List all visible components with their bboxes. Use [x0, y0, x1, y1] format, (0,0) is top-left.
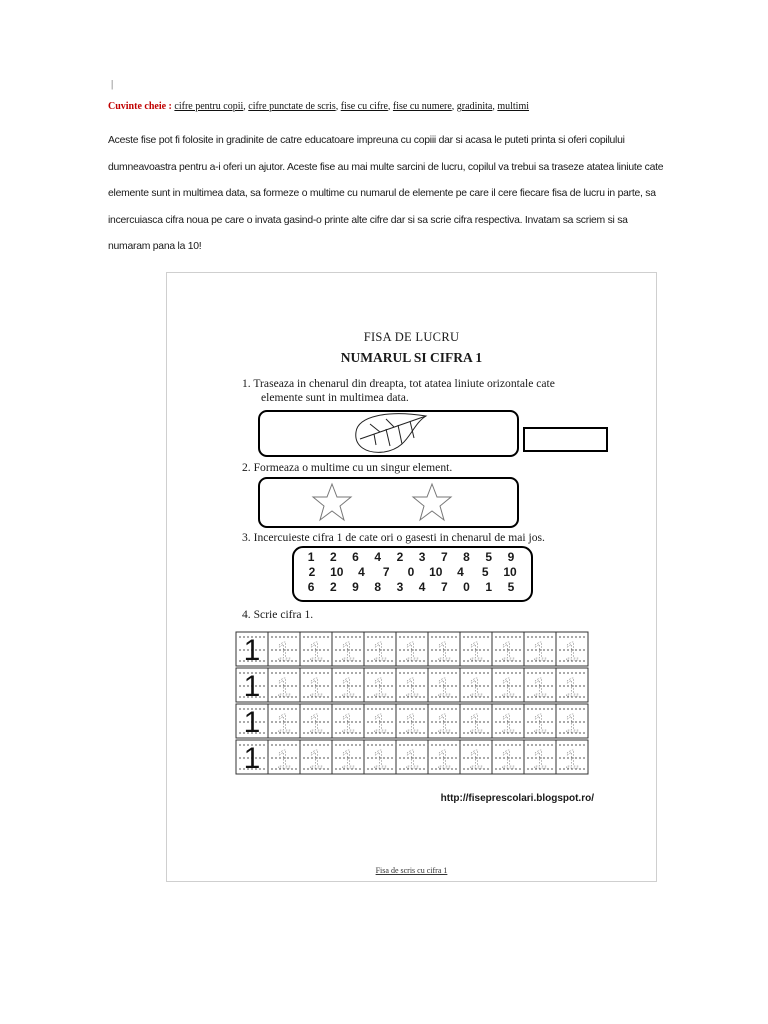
number-grid: [300, 550, 522, 595]
number-cell: 2: [396, 550, 404, 564]
number-cell: 2: [329, 580, 337, 594]
dotted-digit: 1: [276, 708, 292, 738]
number-cell: 6: [352, 550, 359, 564]
worksheet-subtitle: NUMARUL SI CIFRA 1: [340, 350, 483, 365]
task-4: 4. Scrie cifra 1.: [242, 608, 314, 621]
number-cell: 4: [358, 565, 365, 579]
dotted-digit: 1: [372, 708, 388, 738]
worksheet-image: [166, 272, 657, 882]
dotted-digit: 1: [404, 744, 420, 774]
intro-paragraph: Aceste fise pot fi folosite in gradinite de catre educatoare impreuna cu copiii dar si acasa le puteti printa si oferi copilului dumneavoastra pentru a-i oferi un ajutor. Aceste fise au mai multe sarcini de lucru, copilul va trebui sa traseze atatea liniute cate elemente sunt in multimea data, sa formeze o multime cu numarul de elemente pe care il cere fiecare fisa de lucru in parte, sa incercuiasca cifra noua pe care o invata gasind-o printe alte cifre dar si sa scrie cifra respectiva. Invatam sa scriem si sa numaram pana la 10!: [108, 135, 664, 252]
dotted-digit: 1: [564, 672, 580, 702]
dotted-digit: 1: [468, 744, 484, 774]
number-cell: 10: [503, 565, 517, 579]
answer-box: [523, 427, 608, 452]
tracing-grid: [167, 628, 656, 788]
star-outline-icon: [313, 484, 351, 520]
source-url: http://fiseprescolari.blogspot.ro/: [440, 793, 594, 804]
dotted-digit: 1: [276, 636, 292, 666]
leaf-icon: [356, 414, 426, 453]
set-box-stars: [258, 477, 519, 528]
text-cursor-mark: |: [111, 78, 114, 90]
dotted-digit: 1: [404, 636, 420, 666]
dotted-digit: 1: [308, 708, 324, 738]
caption-link[interactable]: Fisa de scris cu cifra 1: [375, 866, 448, 875]
dotted-digit: 1: [564, 636, 580, 666]
dotted-digit: 1: [532, 636, 548, 666]
number-cell: 5: [481, 565, 489, 579]
number-cell: 4: [374, 550, 382, 564]
dotted-digit: 1: [276, 672, 292, 702]
dotted-digit: 1: [500, 708, 516, 738]
star-outline-icon: [413, 484, 451, 520]
keyword-link[interactable]: multimi: [497, 101, 530, 112]
number-cell: 6: [307, 580, 315, 594]
number-cell: 4: [418, 580, 426, 594]
number-cell: 2: [308, 565, 316, 579]
number-cell: 9: [507, 550, 515, 564]
number-cell: 5: [485, 550, 493, 564]
number-cell: 5: [507, 580, 515, 594]
number-cell: 3: [418, 550, 426, 564]
dotted-digit: 1: [340, 708, 356, 738]
number-row: [300, 565, 522, 580]
keyword-link[interactable]: fise cu cifre: [340, 101, 388, 112]
number-cell: 0: [463, 580, 470, 594]
dotted-digit: 1: [372, 672, 388, 702]
dotted-digit: 1: [468, 708, 484, 738]
number-cell: 0: [407, 565, 415, 579]
dotted-digit: 1: [436, 672, 452, 702]
set-box-leaf: [258, 410, 519, 457]
number-cell: 7: [440, 550, 448, 564]
dotted-digit: 1: [532, 672, 548, 702]
image-caption: [167, 866, 656, 875]
dotted-digit: 1: [500, 744, 516, 774]
dotted-digit: 1: [468, 672, 484, 702]
dotted-digit: 1: [308, 672, 324, 702]
dotted-digit: 1: [468, 636, 484, 666]
dotted-digit: 1: [276, 744, 292, 774]
dotted-digit: 1: [340, 744, 356, 774]
dotted-digit: 1: [340, 636, 356, 666]
number-cell: 2: [329, 550, 337, 564]
number-cell: 9: [352, 580, 359, 594]
keyword-link[interactable]: cifre pentru copii: [174, 101, 244, 112]
model-digit: 1: [243, 706, 261, 739]
number-cell: 8: [463, 550, 470, 564]
dotted-digit: 1: [372, 636, 388, 666]
dotted-digit: 1: [564, 744, 580, 774]
dotted-digit: 1: [436, 708, 452, 738]
dotted-digit: 1: [372, 744, 388, 774]
number-cell: 3: [396, 580, 404, 594]
number-cell: 1: [307, 550, 315, 564]
number-cell: 4: [457, 565, 464, 579]
dotted-digit: 1: [340, 672, 356, 702]
dotted-digit: 1: [404, 708, 420, 738]
dotted-digit: 1: [564, 708, 580, 738]
model-digit: 1: [243, 742, 261, 775]
dotted-digit: 1: [436, 744, 452, 774]
model-digit: 1: [243, 634, 261, 667]
task-1-line-2: elemente sunt in multimea data.: [261, 391, 409, 404]
dotted-digit: 1: [436, 636, 452, 666]
number-row: [300, 550, 522, 565]
number-cell: 7: [382, 565, 390, 579]
task-1-line-1: 1. Traseaza in chenarul din dreapta, tot atatea liniute orizontale cate: [242, 377, 555, 390]
number-cell: 10: [330, 565, 344, 579]
dotted-digit: 1: [532, 744, 548, 774]
number-cell: 1: [485, 580, 493, 594]
worksheet-title: FISA DE LUCRU: [363, 330, 460, 344]
dotted-digit: 1: [532, 708, 548, 738]
keywords-line: Cuvinte cheie : cifre pentru copii, cifre punctate de scris, fise cu cifre, fise cu numere, gradinita, multimi: [108, 101, 530, 112]
keyword-link[interactable]: gradinita: [456, 101, 493, 112]
task-3: 3. Incercuieste cifra 1 de cate ori o gasesti in chenarul de mai jos.: [242, 531, 545, 544]
dotted-digit: 1: [500, 636, 516, 666]
number-cell: 8: [374, 580, 382, 594]
dotted-digit: 1: [308, 744, 324, 774]
number-cell: 10: [429, 565, 443, 579]
number-row: [300, 580, 522, 595]
dotted-digit: 1: [500, 672, 516, 702]
keywords-label: Cuvinte cheie :: [108, 101, 172, 112]
dotted-digit: 1: [404, 672, 420, 702]
keyword-link[interactable]: cifre punctate de scris: [248, 101, 336, 112]
dotted-digit: 1: [308, 636, 324, 666]
model-digit: 1: [243, 670, 261, 703]
task-2: 2. Formeaza o multime cu un singur element.: [242, 461, 453, 474]
number-cell: 7: [440, 580, 448, 594]
keyword-link[interactable]: fise cu numere: [392, 101, 452, 112]
